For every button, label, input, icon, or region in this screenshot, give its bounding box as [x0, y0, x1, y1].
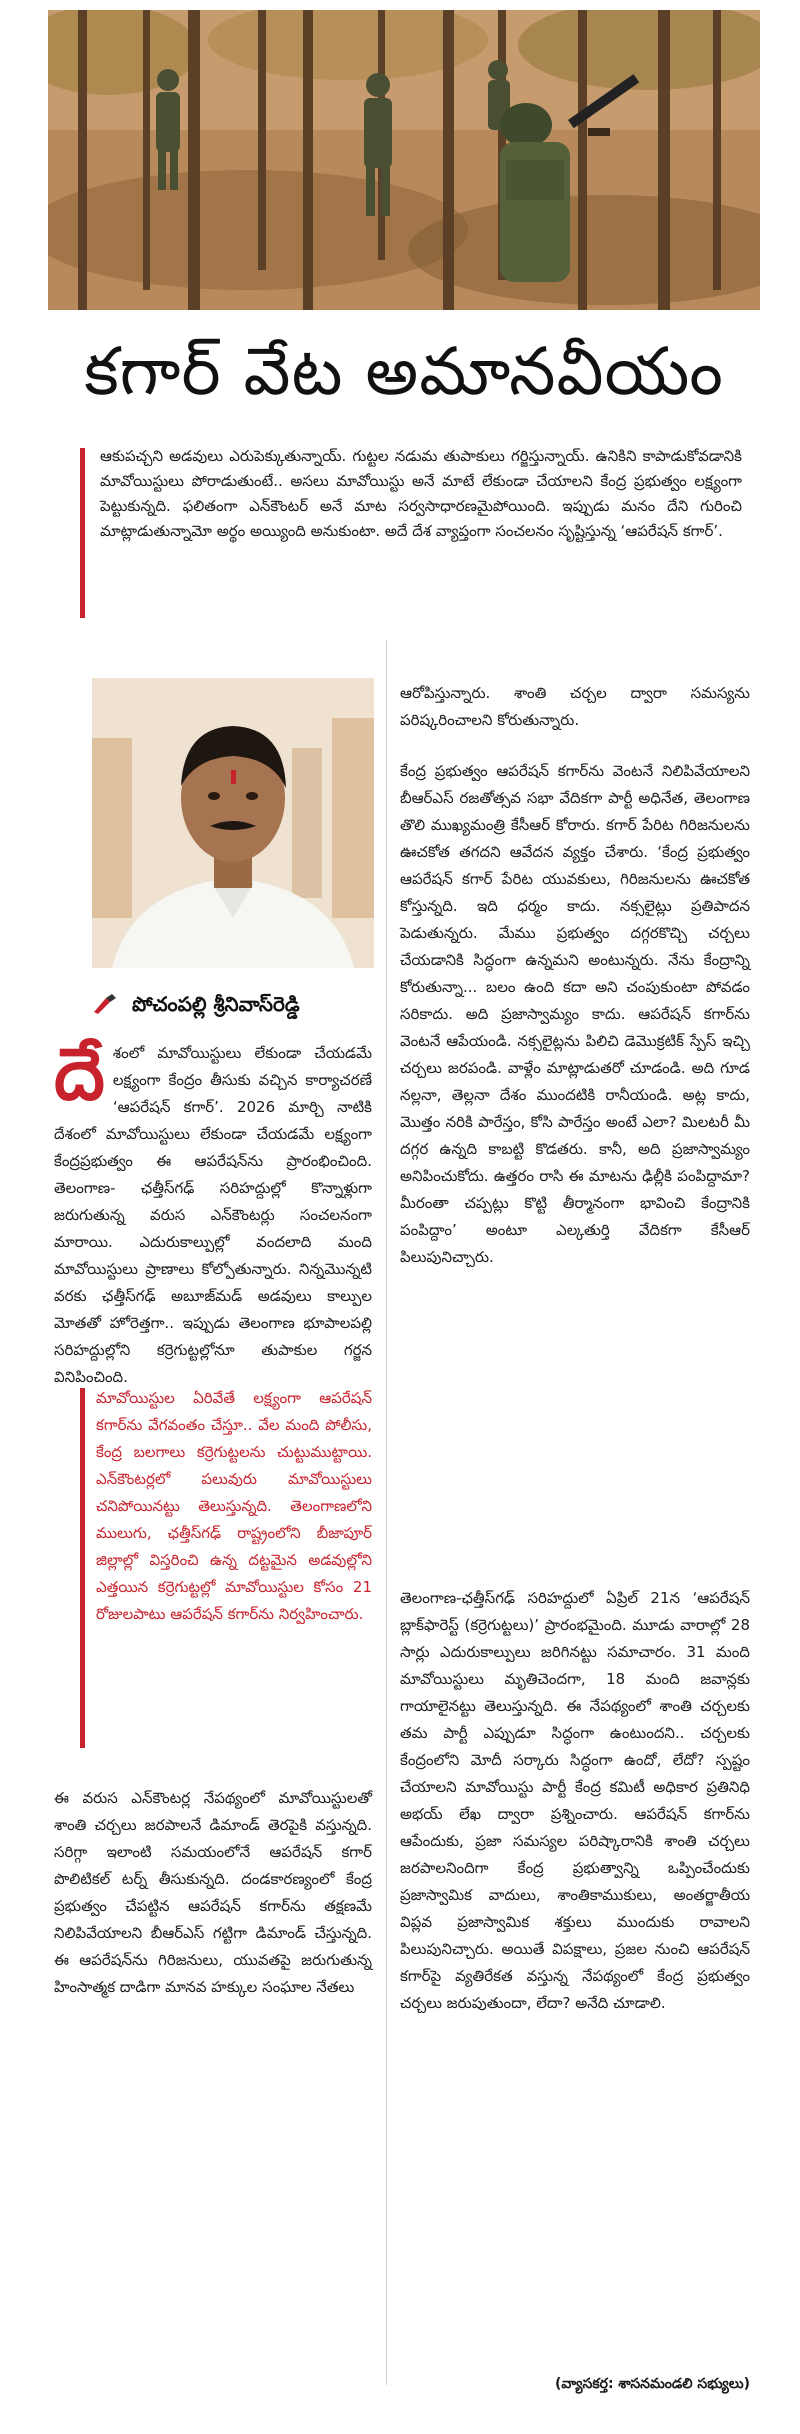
author-byline: పోచంపల్లి శ్రీనివాస్‌రెడ్డి: [132, 992, 300, 1016]
author-photo-illustration: [92, 678, 374, 968]
right-column-paragraph-3: తెలంగాణ-ఛత్తీస్‌గఢ్ సరిహద్దులో ఏప్రిల్ 21న ‘ఆపరేషన్ బ్లాక్‌ఫారెస్ట్ (కర్రెగుట్టలు)’ ప్రారంభమైంది. మూడు వారాల్లో 28 సార్లు ఎదురుకాల్పులు జరిగినట్టు సమాచారం. 31 మంది మావోయిస్టులు మృతిచెందగా, 18 మంది జవాన్లకు గాయాలైనట్టు తెలుస్తున్నది. ఈ నేపథ్యంలో శాంతి చర్చలకు తమ పార్టీ ఎప్పుడూ సిద్ధంగా ఉంటుందని.. చర్చలకు కేంద్రంలోని మోదీ సర్కారు సిద్ధంగా ఉందో, లేదో? స్పష్టం చేయాలని మావోయిస్టు పార్టీ కేంద్ర కమిటీ అధికార ప్రతినిధి అభయ్ లేఖ ద్వారా ప్రశ్నించారు. ఆపరేషన్ కగార్‌ను ఆపేందుకు, ప్రజా సమస్యల పరిష్కారానికి శాంతి చర్చలు జరపాలనిందిగా కేంద్ర ప్రభుత్వాన్ని ఒప్పించేందుకు ప్రజాస్వామిక వాదులు, శాంతికాముకులు, అంతర్జాతీయ విప్లవ ప్రజాస్వామిక శక్తులు ముందుకు రావాలని పిలుపునిచ్చారు. అయితే విపక్షాలు, ప్రజల నుంచి ఆపరేషన్ కగార్‌పై వ్యతిరేకత వస్తున్న నేపథ్యంలో కేంద్ర ప్రభుత్వం చర్చలు జరుపుతుందా, లేదా? అనేది చూడాలి.: [400, 1589, 750, 2012]
left-column-paragraph-1: [54, 1031, 372, 1391]
intro-paragraph: ఆకుపచ్చని అడవులు ఎరుపెక్కుతున్నాయ్. గుట్టల నడుమ తుపాకులు గర్జిస్తున్నాయ్. ఉనికిని కాపాడుకోవడానికి మావోయిస్టులు పోరాడుతుంటే.. అసలు మావోయిస్టు అనే మాటే లేకుండా చేయాలని కేంద్ర ప్రభుత్వం లక్ష్యంగా పెట్టుకున్నది. ఫలితంగా ఎన్‌కౌంటర్ అనే మాట సర్వసాధారణమైపోయింది. ఇప్పుడు మనం దేని గురించి మాట్లాడుతున్నామో అర్థం అయ్యింది అనుకుంటా. అదే దేశ వ్యాప్తంగా సంచలనం సృష్టిస్తున్న ‘ఆపరేషన్ కగార్’.: [100, 447, 742, 540]
intro-accent-bar: [80, 448, 85, 618]
forest-soldiers-illustration: [48, 10, 760, 310]
dropcap: దే: [54, 1031, 105, 1116]
left-para-1-text: శంలో మావోయిస్టులు లేకుండా చేయడమే లక్ష్యంగా కేంద్రం తీసుకు వచ్చిన కార్యాచరణే ‘ఆపరేషన్ కగార్’. 2026 మార్చి నాటికి దేశంలో మావోయిస్టులు లేకుండా చేయడమే లక్ష్యంగా కేంద్రప్రభుత్వం ఈ ఆపరేషన్‌ను ప్రారంభించింది. తెలంగాణ- ఛత్తీస్‌గఢ్ సరిహద్దుల్లో కొన్నాళ్లుగా జరుగుతున్న వరుస ఎన్‌కౌంటర్లు సంచలనంగా మారాయి. ఎదురుకాల్పుల్లో వందలాది మంది మావోయిస్టులు ప్రాణాలు కోల్పోతున్నారు. నిన్నమొన్నటి వరకు ఛత్తీస్‌గఢ్ అబూజ్‌మడ్ అడవులు కాల్పుల మోతతో హోరెత్తగా.. ఇప్పుడు తెలంగాణ భూపాలపల్లి సరిహద్దుల్లోని కర్రెగుట్టల్లోనూ తుపాకుల గర్జన వినిపించింది.: [54, 1044, 372, 1386]
left-column-paragraph-2: ఈ వరుస ఎన్‌కౌంటర్ల నేపథ్యంలో మావోయిస్టులతో శాంతి చర్చలు జరపాలనే డిమాండ్ తెరపైకి వస్తున్నది. సరిగ్గా ఇలాంటి సమయంలోనే ఆపరేషన్ కగార్ పొలిటికల్ టర్న్ తీసుకున్నది. దండకారణ్యంలో కేంద్ర ప్రభుత్వం చేపట్టిన ఆపరేషన్ కగార్‌ను తక్షణమే నిలిపివేయాలని బీఆర్‌ఎస్ గట్టిగా డిమాండ్ చేస్తున్నది. ఈ ఆపరేషన్‌ను గిరిజనులు, యువతపై జరుగుతున్న హింసాత్మక దాడిగా మానవ హక్కుల సంఘాల నేతలు: [54, 1789, 372, 1996]
pen-nib-icon: [92, 994, 122, 1014]
headline: కగార్ వేట అమానవీయం: [84, 333, 724, 410]
header-photo: [48, 10, 760, 310]
pull-quote: మావోయిస్టుల ఏరివేతే లక్ష్యంగా ఆపరేషన్ కగార్‌ను వేగవంతం చేస్తూ.. వేల మంది పోలీసు, కేంద్ర బలగాలు కర్రెగుట్టలను చుట్టుముట్టాయి. ఎన్‌కౌంటర్లలో పలువురు మావోయిస్టులు చనిపోయినట్టు తెలుస్తున్నది. తెలంగాణలోని ములుగు, ఛత్తీస్‌గఢ్ రాష్ట్రంలోని బీజాపూర్ జిల్లాల్లో విస్తరించి ఉన్న దట్టమైన అడవుల్లోని ఎత్తయిన కర్రెగుట్టల్లో మావోయిస్టుల కోసం 21 రోజులపాటు ఆపరేషన్ కగార్‌ను నిర్వహించారు.: [96, 1389, 372, 1623]
pull-quote-bar: [80, 1388, 85, 1748]
right-column-paragraph-2: కేంద్ర ప్రభుత్వం ఆపరేషన్ కగార్‌ను వెంటనే నిలిపివేయాలని బీఆర్‌ఎస్ రజతోత్సవ సభా వేదికగా పార్టీ అధినేత, తెలంగాణ తొలి ముఖ్యమంత్రి కేసీఆర్ కోరారు. కగార్ పేరిట గిరిజనులను ఊచకోత తగదని ఆవేదన వ్యక్తం చేశారు. ‘కేంద్ర ప్రభుత్వం ఆపరేషన్ కగార్ పేరిట యువకులు, గిరిజనులను ఊచకోత కోస్తున్నది. ఇది ధర్మం కాదు. నక్సలైట్లు ప్రతిపాదన పెడుతున్నరు. మేము ప్రభుత్వం దగ్గరకొచ్చి చర్చలు చేయడానికి సిద్ధంగా ఉన్నమని అంటున్నరు. నేను కేంద్రాన్ని కోరుతున్నా... బలం ఉంది కదా అని చంపుకుంటా పోవడం సరికాదు. అది ప్రజాస్వామ్యం కాదు. ఆపరేషన్ కగార్‌ను వెంటనే ఆపేయండి. నక్సలైట్లను పిలిచి డెమొక్రటిక్ స్పేస్ ఇచ్చి చర్చలు జరపండి. వాళ్లేం మాట్లాడుతరో చూడండి. అది గూడ నల్లనా, తెల్లనా దేశం ముందటికి రానీయండి. అట్ల కాదు, మొత్తం నరికి పారేస్తం, కోసి పారేస్తం అంటే ఎలా? మిలటరీ మీ దగ్గర ఉన్నది కాబట్టి కొడతరు. కానీ, అది ప్రజాస్వామ్యం అనిపించుకోదు. ఉత్తరం రాసి ఈ మాటను ఢిల్లీకి పంపిద్దామా? మీరంతా చప్పట్లు కొట్టి తీర్మానంగా భావించి కేంద్రానికి పంపిద్దాం’ అంటూ ఎల్కతుర్తి వేదికగా కేసీఆర్ పిలుపునిచ్చారు.: [400, 762, 750, 1266]
right-column-paragraph-1: ఆరోపిస్తున్నారు. శాంతి చర్చల ద్వారా సమస్యను పరిష్కరించాలని కోరుతున్నారు.: [400, 684, 750, 729]
column-divider: [386, 640, 387, 2385]
author-portrait: [92, 678, 374, 968]
author-signature-note: (వ్యాసకర్త: శాసనమండలి సభ్యులు): [555, 2376, 750, 2392]
